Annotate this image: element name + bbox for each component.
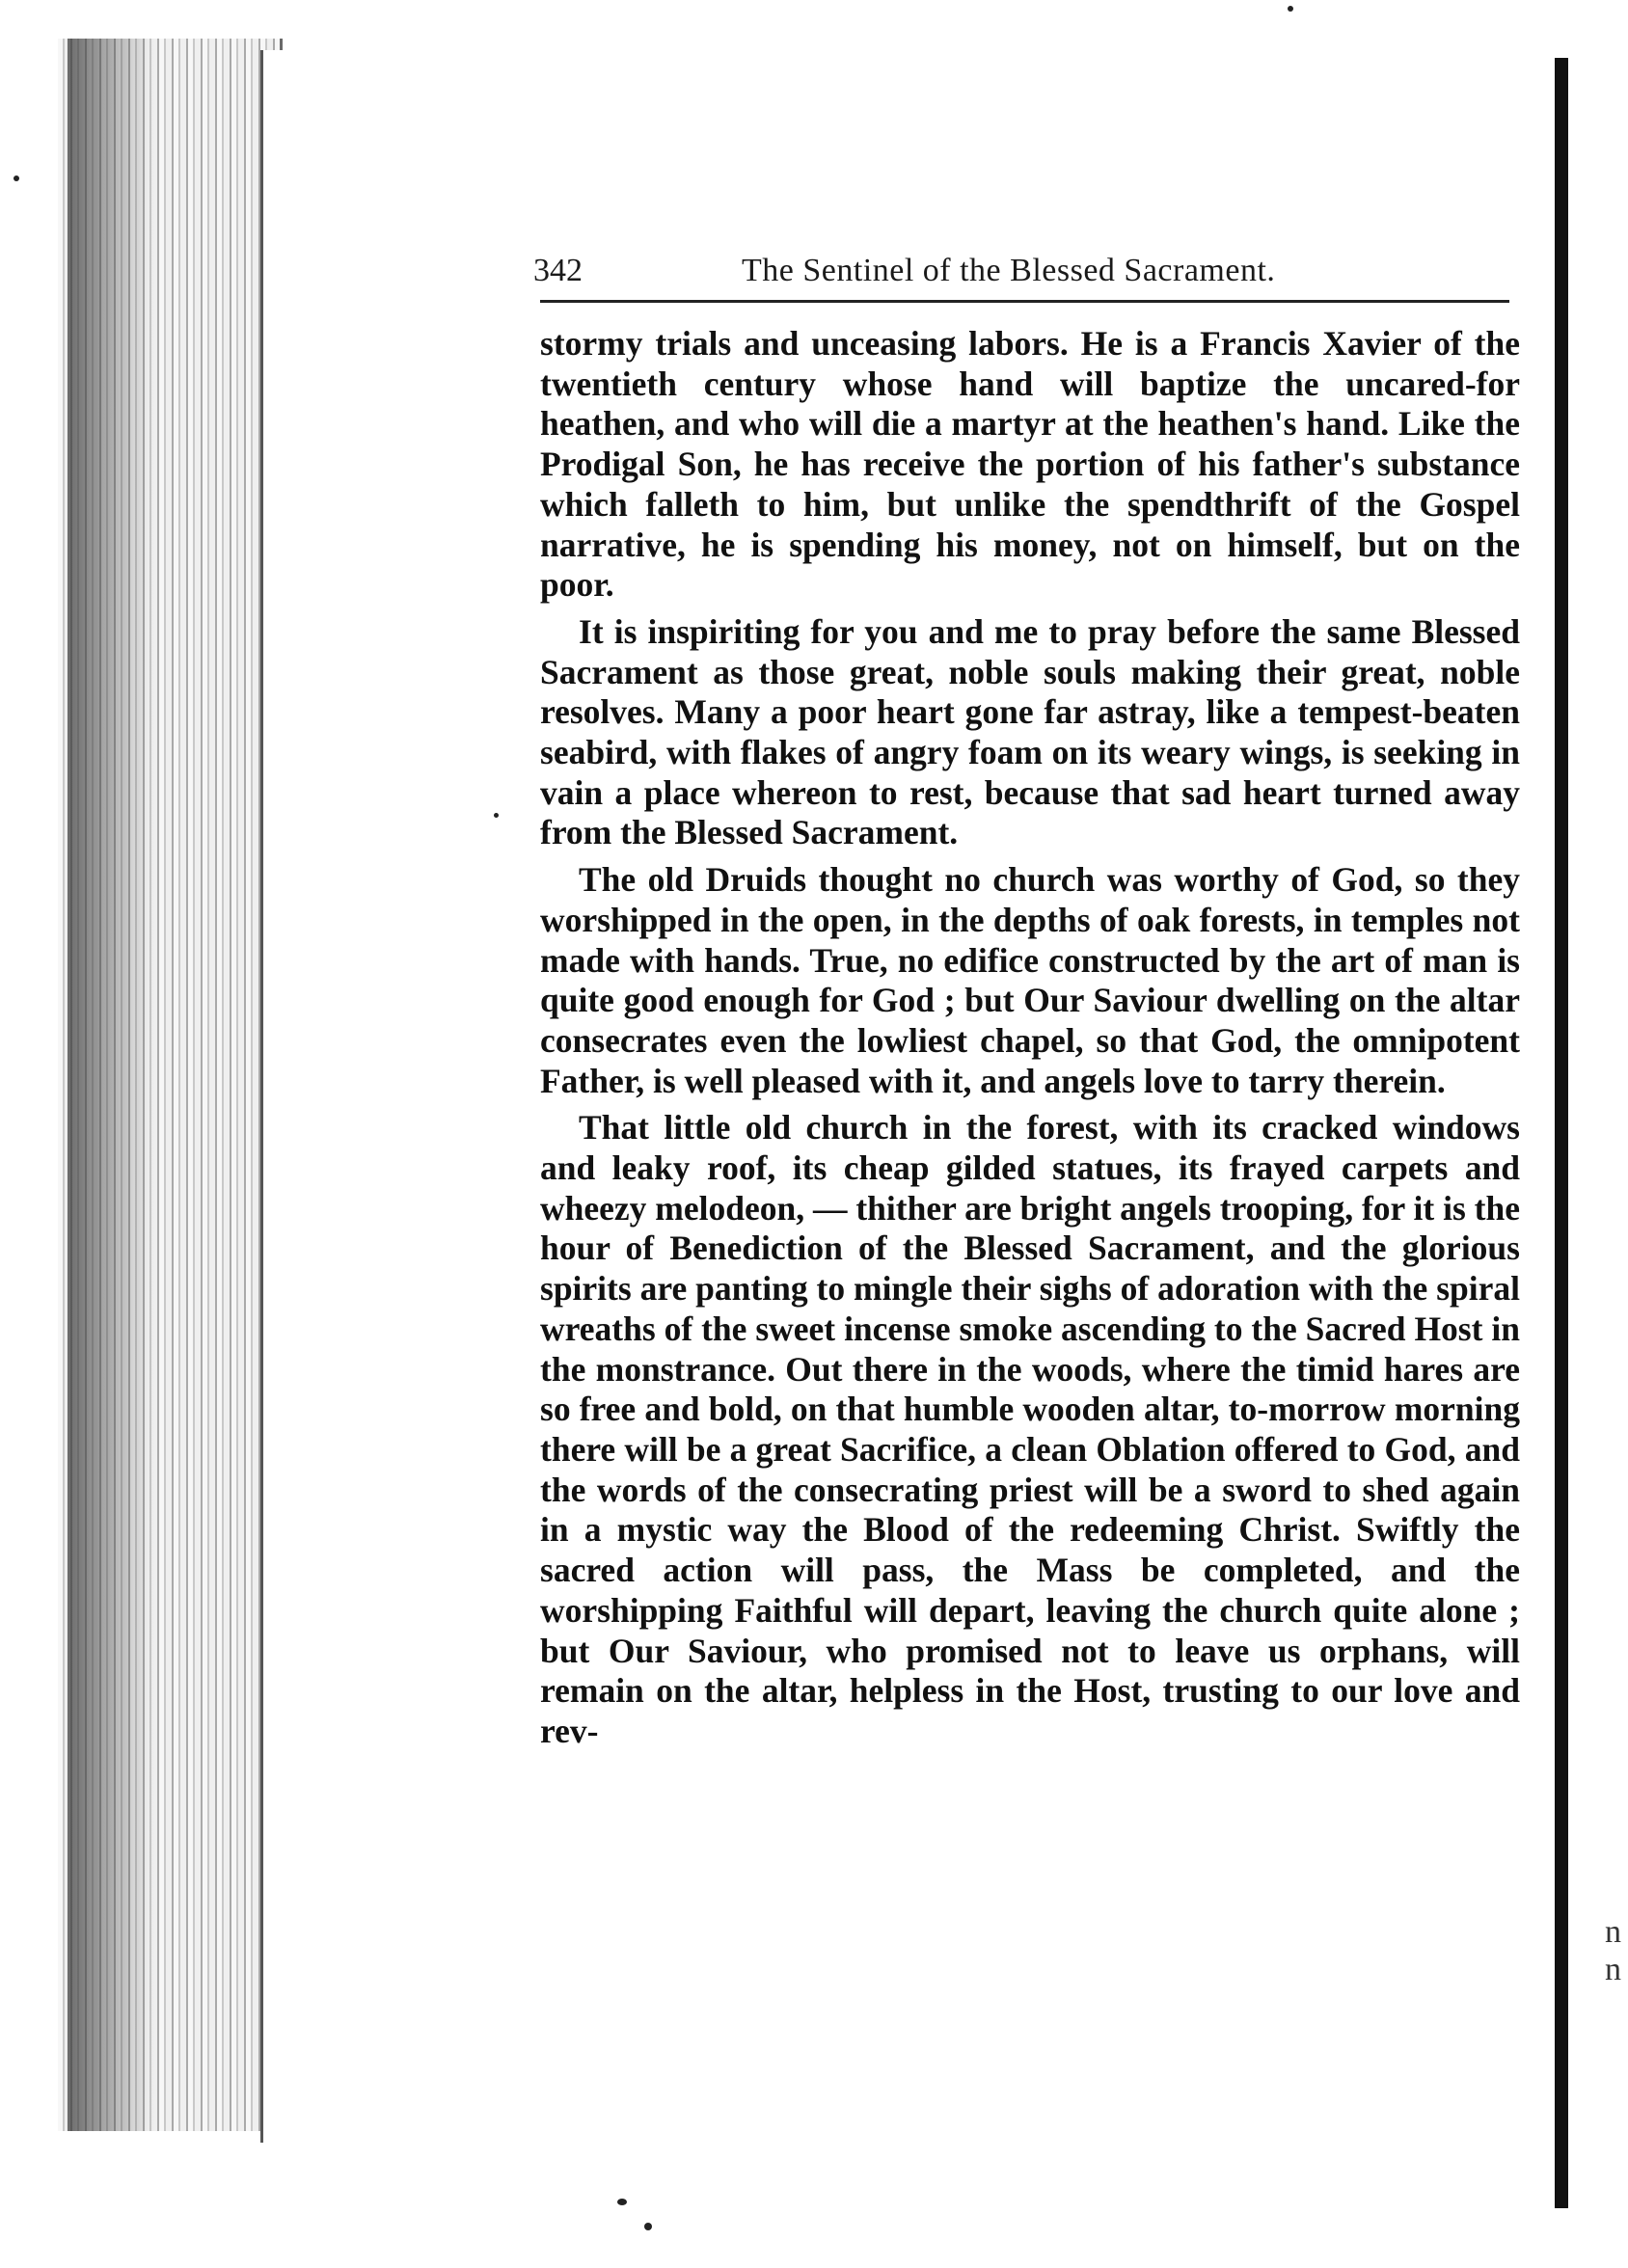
facing-page-fragment: n (1605, 1914, 1621, 1950)
running-header (533, 249, 1490, 299)
scan-speck (1288, 6, 1293, 12)
scan-speck (14, 176, 19, 181)
paragraph: That little old church in the forest, with its cracked windows and leaky roof, its cheap gilded statues, its frayed carpets and wheezy melodeon, — thither are bright angels trooping, for it is the hour of Benediction of the Blessed Sacrament, and the glorious spirits are panting to mingle their sighs of adoration with the spiral wreaths of the sweet incense smoke ascending to the Sacred Host in the monstrance. Out there in the woods, where the timid hares are so free and bold, on that humble wooden altar, to-morrow morning there will be a great Sacrifice, a clean Oblation offered to God, and the words of the consecrating priest will be a sword to shed again in a mystic way the Blood of the redeeming Christ. Swiftly the sacred action will pass, the Mass be completed, and the worshipping Faithful will depart, leaving the church quite alone ; but Our Saviour, who promised not to leave us orphans, will remain on the altar, helpless in the Host, trusting to our love and rev- (540, 1108, 1520, 1750)
paragraph: stormy trials and unceasing labors. He is a Francis Xavier of the twentieth century whose hand will baptize the uncared-for heathen, and who will die a martyr at the heathen's hand. Like the Prodigal Son, he has receive the portion of his father's substance which falleth to him, but unlike the spendthrift of the Gospel narrative, he is spending his money, not on himself, but on the poor. (540, 324, 1520, 605)
page-number: 342 (533, 253, 583, 288)
body-text (540, 324, 1520, 1759)
scan-speck (644, 2223, 652, 2230)
scan-speck (617, 2199, 627, 2205)
facing-page-edge (1555, 58, 1568, 2208)
header-rule (540, 300, 1509, 303)
binding-shadow (68, 39, 154, 2131)
running-title: The Sentinel of the Blessed Sacrament. (742, 253, 1276, 288)
paragraph: The old Druids thought no church was worthy of God, so they worshipped in the open, in the depths of oak forests, in temples not made with hands. True, no edifice constructed by the art of man is quite good enough for God ; but Our Saviour dwelling on the altar consecrates even the lowliest chapel, so that God, the omnipotent Father, is well pleased with it, and angels love to tarry therein. (540, 860, 1520, 1100)
paragraph: It is inspiriting for you and me to pray before the same Blessed Sacrament as those great, noble souls making their great, noble resolves. Many a poor heart gone far astray, like a tempest-beaten seabird, with flakes of angry foam on its weary wings, is seeking in vain a place whereon to rest, because that sad heart turned away from the Blessed Sacrament. (540, 611, 1520, 852)
scan-speck (494, 813, 499, 818)
facing-page-fragment: n (1605, 1952, 1621, 1987)
